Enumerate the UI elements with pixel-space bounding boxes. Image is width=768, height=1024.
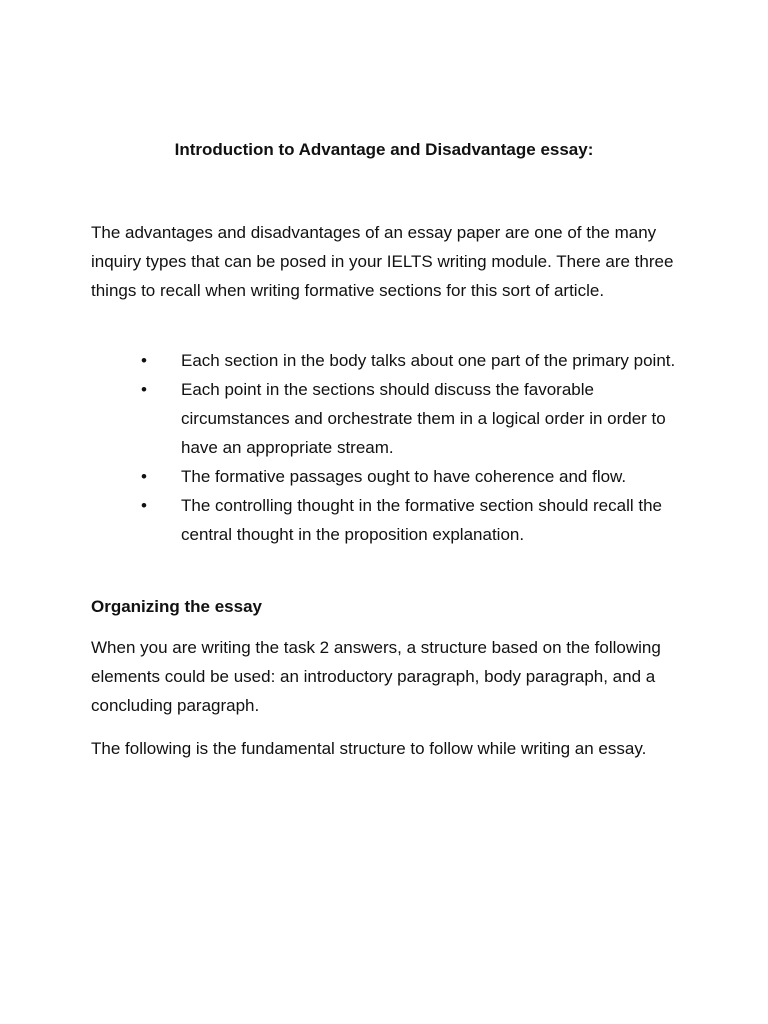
intro-paragraph: The advantages and disadvantages of an essay paper are one of the many inquiry types that can be posed in your IELTS writing module. There are three things to recall when writing formative sections for this sort of article. — [91, 223, 674, 300]
section-heading: Organizing the essay — [91, 597, 262, 616]
list-item — [91, 375, 691, 462]
list-item-text: Each point in the sections should discuss the favorable circumstances and orchestrate them in a logical order in order to have an appropriate stream. — [181, 380, 666, 457]
list-item — [91, 491, 691, 549]
bullet-icon: • — [141, 467, 147, 486]
document-title: Introduction to Advantage and Disadvantage essay: — [174, 140, 594, 159]
list-item-text: The controlling thought in the formative section should recall the central thought in the proposition explanation. — [181, 496, 662, 544]
list-item — [91, 346, 691, 375]
structure-paragraph: When you are writing the task 2 answers, a structure based on the following elements could be used: an introductory paragraph, body paragraph, and a concluding paragraph. — [91, 638, 661, 715]
bullet-list — [91, 346, 691, 549]
bullet-icon: • — [141, 351, 147, 370]
fundamental-paragraph: The following is the fundamental structure to follow while writing an essay. — [91, 739, 647, 758]
bullet-icon: • — [141, 380, 147, 399]
bullet-icon: • — [141, 496, 147, 515]
list-item — [91, 462, 691, 491]
list-item-text: Each section in the body talks about one part of the primary point. — [181, 351, 676, 370]
list-item-text: The formative passages ought to have coherence and flow. — [181, 467, 627, 486]
